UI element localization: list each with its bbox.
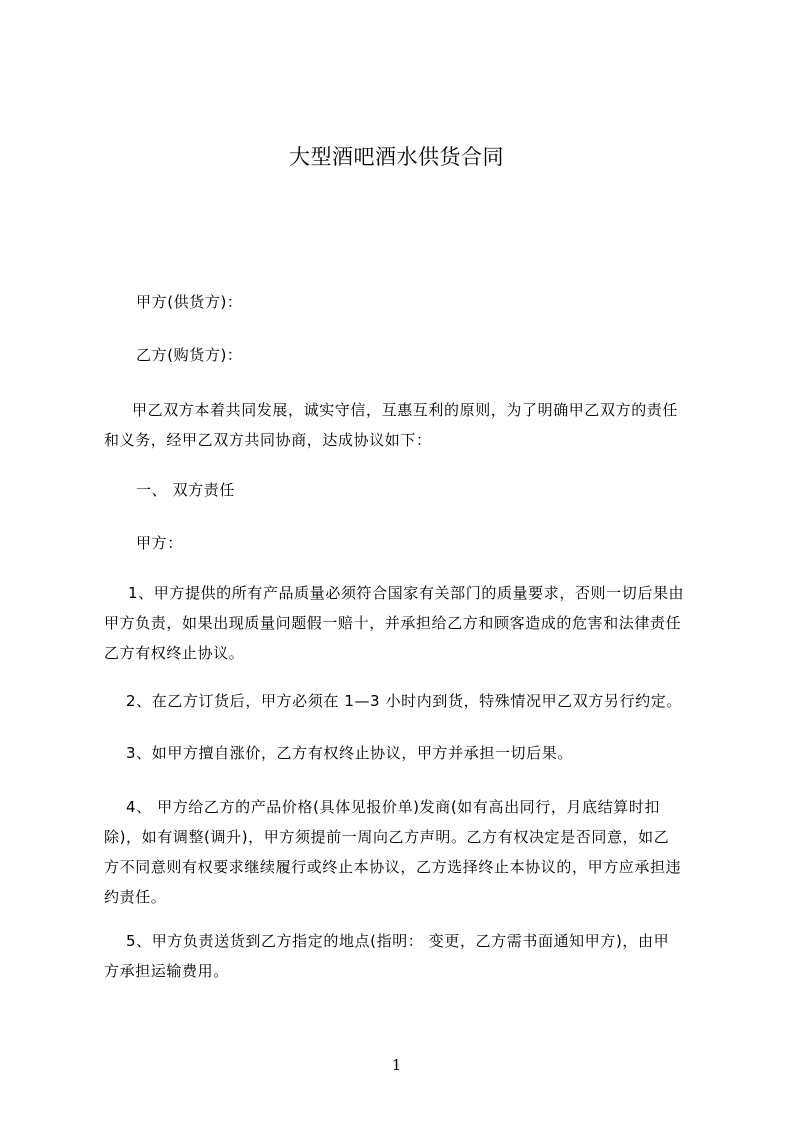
party-a-label: 甲方： (136, 534, 183, 552)
party-b-line (104, 340, 704, 370)
clause-line: 方承担运输费用。 (104, 962, 229, 980)
section-heading (104, 475, 704, 505)
clause-line: 1、甲方提供的所有产品质量必须符合国家有关部门的质量要求，否则一切后果由 (128, 584, 685, 602)
document-title: 大型酒吧酒水供货合同 (289, 145, 504, 169)
party-b-text: 乙方(购货方)： (136, 346, 243, 364)
clause-5 (104, 926, 704, 986)
clause-line: 3、如甲方擅自涨价，乙方有权终止协议，甲方并承担一切后果。 (126, 744, 573, 762)
clause-line: 约责任。 (104, 888, 167, 906)
clause-line: 4、 甲方给乙方的产品价格(具体见报价单)发商(如有高出同行，月底结算时扣 (126, 798, 661, 816)
clause-line: 乙方有权终止协议。 (104, 644, 245, 662)
intro-line: 和义务，经甲乙双方共同协商，达成协议如下： (104, 431, 432, 449)
clause-2 (104, 686, 704, 716)
party-a-label-line (104, 528, 704, 558)
clause-4 (104, 792, 704, 912)
clause-1 (104, 578, 704, 668)
section-1-heading: 一、 双方责任 (136, 481, 235, 499)
party-a-line (104, 287, 704, 317)
intro-paragraph (104, 395, 704, 455)
clause-line: 5、甲方负责送货到乙方指定的地点(指明： 变更，乙方需书面通知甲方)，由甲 (126, 932, 670, 950)
clause-line: 甲方负责，如果出现质量问题假一赔十，并承担给乙方和顾客造成的危害和法律责任 (104, 614, 682, 632)
party-a-text: 甲方(供货方)： (136, 293, 243, 311)
clause-line: 除)，如有调整(调升)，甲方须提前一周向乙方声明。乙方有权决定是否同意，如乙 (104, 828, 670, 846)
page-number: 1 (391, 1056, 402, 1074)
intro-line: 甲乙双方本着共同发展，诚实守信，互惠互利的原则，为了明确甲乙双方的责任 (132, 401, 679, 419)
clause-3 (104, 738, 704, 768)
clause-line: 方不同意则有权要求继续履行或终止本协议，乙方选择终止本协议的，甲方应承担违 (104, 858, 682, 876)
clause-line: 2、在乙方订货后，甲方必须在 1—3 小时内到货，特殊情况甲乙双方另行约定。 (126, 692, 682, 710)
